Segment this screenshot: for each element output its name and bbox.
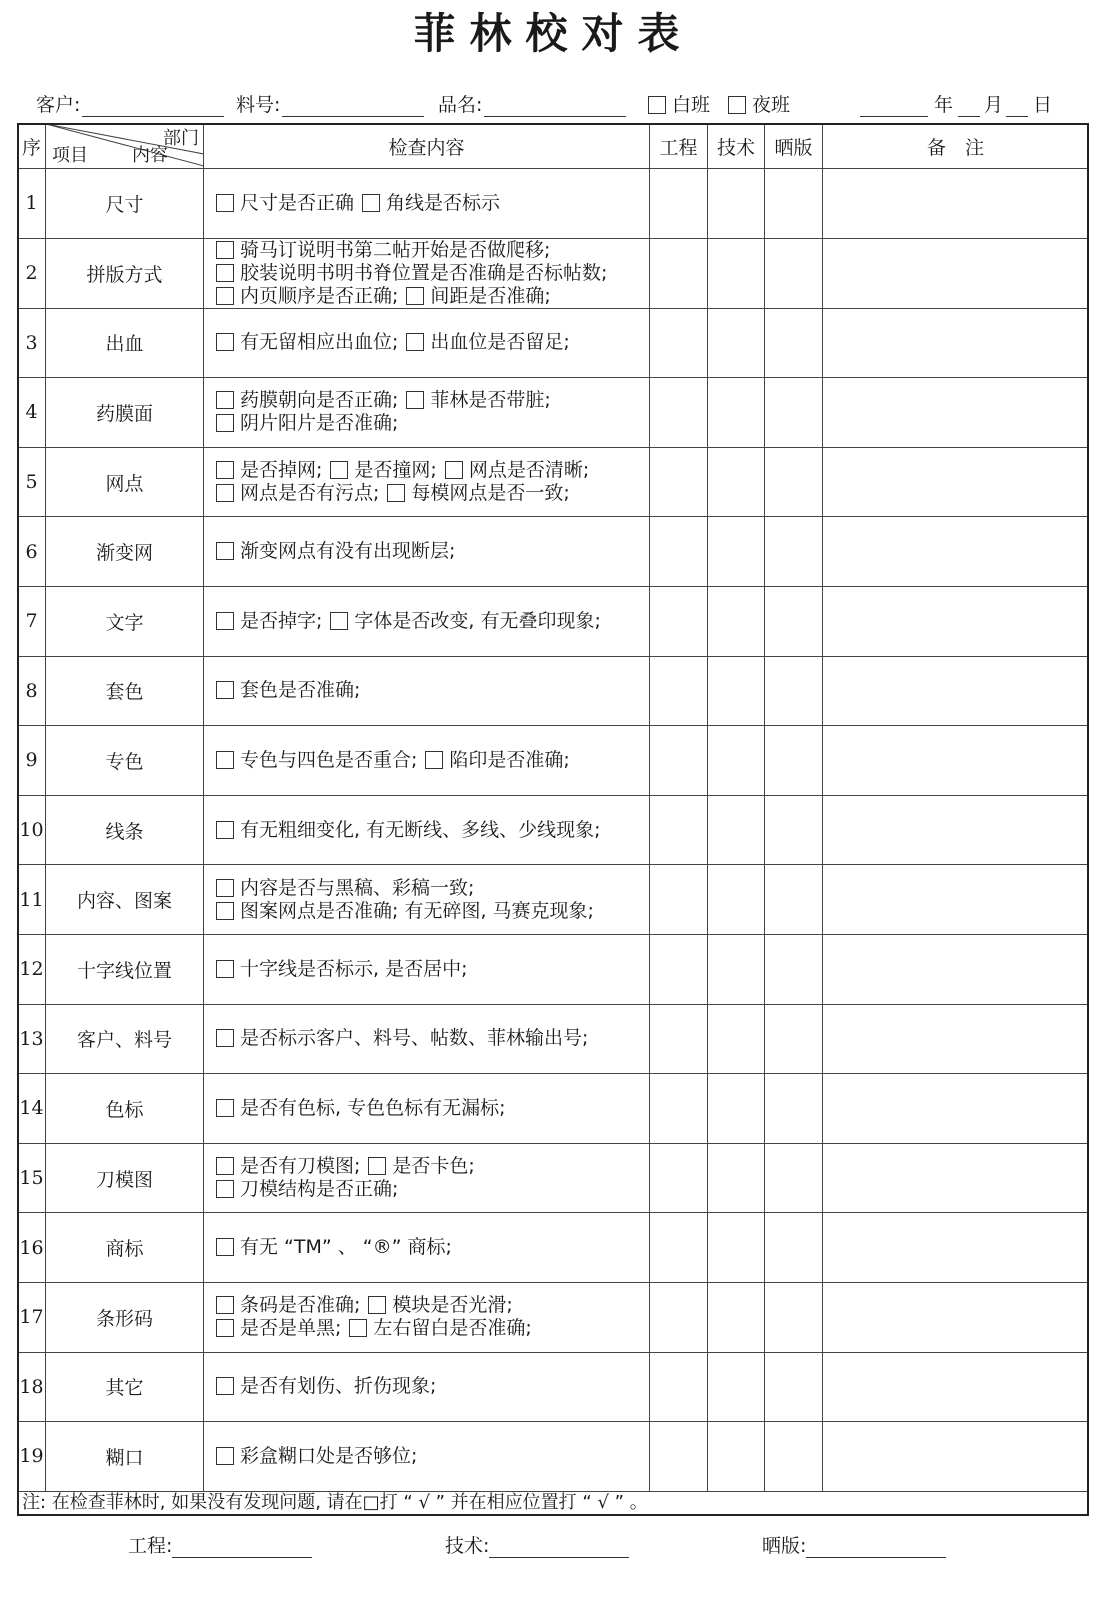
row-item: 网点 [46,447,204,517]
header-idx: 序 [18,124,46,169]
engineering-signature: 工程: [128,1531,312,1558]
check-option-label: 渐变网点有没有出现断层; [240,540,456,563]
row-item: 商标 [46,1213,204,1283]
check-option-label: 刀模结构是否正确; [240,1178,399,1201]
check-option-label: 模块是否光滑; [392,1294,513,1317]
row-index: 19 [18,1422,46,1492]
check-option-label: 网点是否清晰; [468,459,590,482]
header-content-corner: 内容 [132,145,168,166]
tech-signature: 技术: [445,1531,629,1558]
row-item: 内容、图案 [46,865,204,935]
material-label: 料号: [236,94,281,116]
check-option-label: 是否有刀模图; [240,1155,361,1178]
row-item: 线条 [46,795,204,865]
check-option-label: 是否是单黑; [240,1317,342,1340]
row-index: 15 [18,1143,46,1213]
row-index: 12 [18,934,46,1004]
check-option-label: 是否卡色; [392,1155,475,1178]
check-option-label: 每模网点是否一致; [411,482,570,505]
check-option-label: 是否有划伤、折伤现象; [240,1375,437,1398]
row-item: 条形码 [46,1282,204,1352]
check-option-label: 是否撞网; [354,459,437,482]
checkbox-icon[interactable] [648,96,666,114]
row-index: 10 [18,795,46,865]
check-option-label: 是否掉网; [240,459,323,482]
check-option-label: 骑马订说明书第二帖开始是否做爬移; [240,238,551,261]
header-item: 项目 [52,145,88,166]
year-field[interactable] [860,116,928,117]
row-item: 专色 [46,726,204,796]
day-label: 日 [1033,94,1053,116]
check-option-label: 是否标示客户、料号、帖数、菲林输出号; [240,1027,589,1050]
check-option-label: 有无 “TM” 、 “®” 商标; [240,1236,452,1259]
row-item: 文字 [46,586,204,656]
material-field[interactable] [282,116,424,117]
row-index: 17 [18,1282,46,1352]
row-item: 刀模图 [46,1143,204,1213]
check-option-label: 阴片阳片是否准确; [240,412,399,435]
check-option-label: 间距是否准确; [430,284,551,307]
row-index: 8 [18,656,46,726]
row-item: 客户、料号 [46,1004,204,1074]
check-option-label: 有无留相应出血位; [240,331,399,354]
row-index: 14 [18,1074,46,1144]
check-option-label: 字体是否改变, 有无叠印现象; [354,609,601,632]
check-option-label: 尺寸是否正确 [240,191,355,214]
check-option-label: 套色是否准确; [240,679,361,702]
check-option-label: 图案网点是否准确; 有无碎图, 马赛克现象; [240,899,594,922]
exposure-signature-field[interactable] [806,1535,946,1558]
check-option-label: 是否掉字; [240,609,323,632]
footnote: 注: 在检查菲林时, 如果没有发现问题, 请在□打 “ √ ” 并在相应位置打 “ √ ” 。 [22,1492,648,1513]
row-item: 药膜面 [46,378,204,448]
checkbox-icon[interactable] [728,96,746,114]
row-item: 尺寸 [46,169,204,239]
row-item: 拼版方式 [46,238,204,308]
customer-label: 客户: [36,94,81,116]
month-label: 月 [984,94,1004,116]
year-label: 年 [934,94,954,116]
row-item: 十字线位置 [46,934,204,1004]
check-option-label: 彩盒糊口处是否够位; [240,1444,418,1467]
check-option-label: 左右留白是否准确; [373,1317,532,1340]
row-index: 3 [18,308,46,378]
check-option-label: 专色与四色是否重合; [240,748,418,771]
check-option-label: 胶装说明书明书脊位置是否准确是否标帖数; [240,261,608,284]
row-index: 13 [18,1004,46,1074]
exposure-signature: 晒版: [762,1531,946,1558]
row-index: 9 [18,726,46,796]
row-index: 11 [18,865,46,935]
header-dept: 部门 [163,128,199,149]
check-option-label: 出血位是否留足; [430,331,570,354]
row-index: 5 [18,447,46,517]
check-option-label: 条码是否准确; [240,1294,361,1317]
header-engineering: 工程 [650,124,708,169]
header-tech: 技术 [708,124,765,169]
month-field[interactable] [958,116,980,117]
customer-field[interactable] [82,116,224,117]
info-line [36,86,1088,118]
row-index: 16 [18,1213,46,1283]
check-option-label: 角线是否标示 [386,191,501,214]
product-label: 品名: [438,94,483,116]
day-field[interactable] [1006,116,1028,117]
check-option-label: 网点是否有污点; [240,482,380,505]
row-index: 1 [18,169,46,239]
check-option-label: 陷印是否准确; [449,748,570,771]
row-index: 2 [18,238,46,308]
row-index: 7 [18,586,46,656]
check-option-label: 是否有色标, 专色色标有无漏标; [240,1096,506,1119]
header-notes: 备 注 [823,124,1089,169]
row-item: 套色 [46,656,204,726]
check-option-label: 菲林是否带脏; [430,389,551,412]
row-index: 6 [18,517,46,587]
check-option-label: 内页顺序是否正确; [240,284,399,307]
row-item: 色标 [46,1074,204,1144]
header-content: 检查内容 [204,124,650,169]
table-frame [17,123,1089,1516]
night-shift-option[interactable]: 夜班 [728,90,790,117]
row-index: 18 [18,1352,46,1422]
header-exposure: 晒版 [765,124,823,169]
form-title: 菲林校对表 [413,9,694,58]
engineering-signature-field[interactable] [172,1535,312,1558]
tech-signature-field[interactable] [489,1535,629,1558]
check-option-label: 十字线是否标示, 是否居中; [240,957,468,980]
check-option-label: 内容是否与黑稿、彩稿一致; [240,876,475,899]
check-option-label: 药膜朝向是否正确; [240,389,399,412]
row-item: 出血 [46,308,204,378]
row-item: 其它 [46,1352,204,1422]
row-index: 4 [18,378,46,448]
check-option-label: 有无粗细变化, 有无断线、多线、少线现象; [240,818,601,841]
product-field[interactable] [484,116,626,117]
row-item: 渐变网 [46,517,204,587]
day-shift-option[interactable]: 白班 [648,90,710,117]
row-item: 糊口 [46,1422,204,1492]
